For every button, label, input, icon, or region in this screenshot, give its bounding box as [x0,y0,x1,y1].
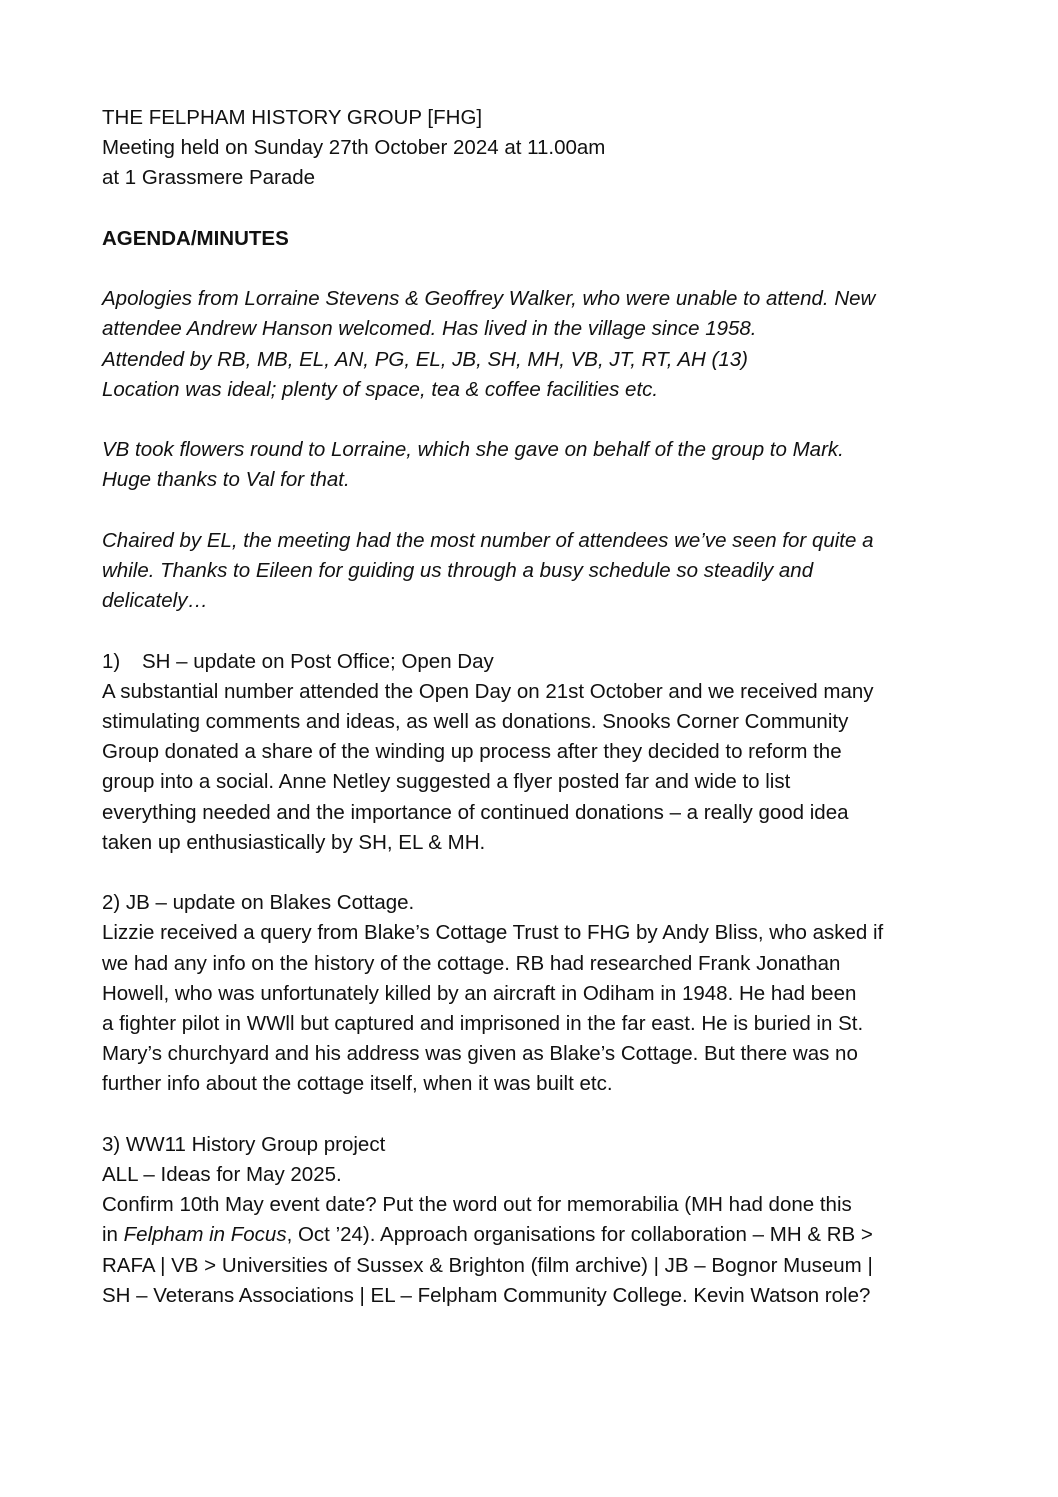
agenda-item-3-subtitle: ALL – Ideas for May 2025. [102,1163,342,1186]
paragraph-line: we had any info on the history of the cottage. RB had researched Frank Jonathan [102,951,841,975]
paragraph-line: Lizzie received a query from Blake’s Cottage Trust to FHG by Andy Bliss, who asked if [102,921,884,945]
meeting-date-line: Meeting held on Sunday 27th October 2024 at 11.00am [102,136,606,160]
paragraph-line: stimulating comments and ideas, as well as donations. Snooks Corner Community [102,709,849,733]
paragraph-line: group into a social. Anne Netley suggested a flyer posted far and wide to list [102,770,791,794]
agenda-heading: AGENDA/MINUTES [102,226,289,250]
paragraph-line: Attended by RB, MB, EL, AN, PG, EL, JB, SH, MH, VB, JT, RT, AH (13) [102,347,748,371]
agenda-item-2 [102,888,962,1099]
agenda-item-1-number: 1) [102,649,121,673]
intro-apologies-paragraph [102,284,962,405]
paragraph-line: Apologies from Lorraine Stevens & Geoffrey Walker, who were unable to attend. New [102,287,876,311]
group-title: THE FELPHAM HISTORY GROUP [FHG] [102,106,483,129]
agenda-item-1 [102,647,962,858]
agenda-item-1-title [102,647,962,677]
paragraph-line: a fighter pilot in WWll but captured and imprisoned in the far east. He is buried in St. [102,1012,864,1035]
document-page [102,103,962,1311]
agenda-item-3-title: 3) WW11 History Group project [102,1132,386,1156]
paragraph-line: SH – Veterans Associations | EL – Felpham Community College. Kevin Watson role? [102,1283,871,1307]
paragraph-line: Chaired by EL, the meeting had the most number of attendees we’ve seen for quite a [102,528,874,552]
paragraph-line: delicately… [102,589,208,613]
line-suffix: , Oct ’24). Approach organisations for collaboration – MH & RB > [286,1223,873,1247]
paragraph-line: RAFA | VB > Universities of Sussex & Brighton (film archive) | JB – Bognor Museum | [102,1253,873,1277]
agenda-item-1-title-text: SH – update on Post Office; Open Day [142,649,494,673]
paragraph-line: Group donated a share of the winding up process after they decided to reform the [102,740,842,764]
paragraph-line [102,1220,962,1250]
paragraph-line: Confirm 10th May event date? Put the word out for memorabilia (MH had done this [102,1193,852,1217]
paragraph-line: while. Thanks to Eileen for guiding us through a busy schedule so steadily and [102,558,814,582]
paragraph-line: further info about the cottage itself, when it was built etc. [102,1072,613,1096]
paragraph-line: everything needed and the importance of continued donations – a really good idea [102,800,849,824]
paragraph-line: Mary’s churchyard and his address was given as Blake’s Cottage. But there was no [102,1042,858,1066]
intro-flowers-paragraph [102,435,962,495]
paragraph-line: attendee Andrew Hanson welcomed. Has lived in the village since 1958. [102,317,757,341]
publication-name: Felpham in Focus [123,1223,287,1247]
agenda-item-3 [102,1130,962,1311]
meeting-location-line: at 1 Grassmere Parade [102,166,316,190]
paragraph-line: Location was ideal; plenty of space, tea & coffee facilities etc. [102,377,659,401]
document-header [102,103,962,194]
paragraph-line: VB took flowers round to Lorraine, which she gave on behalf of the group to Mark. [102,438,844,462]
intro-chair-paragraph [102,526,962,617]
paragraph-line: taken up enthusiastically by SH, EL & MH. [102,830,486,854]
paragraph-line: Howell, who was unfortunately killed by an aircraft in Odiham in 1948. He had been [102,981,857,1005]
agenda-item-2-title: 2) JB – update on Blakes Cottage. [102,891,415,915]
line-prefix: in [102,1223,124,1247]
paragraph-line: A substantial number attended the Open Day on 21st October and we received many [102,679,874,703]
paragraph-line: Huge thanks to Val for that. [102,468,350,492]
